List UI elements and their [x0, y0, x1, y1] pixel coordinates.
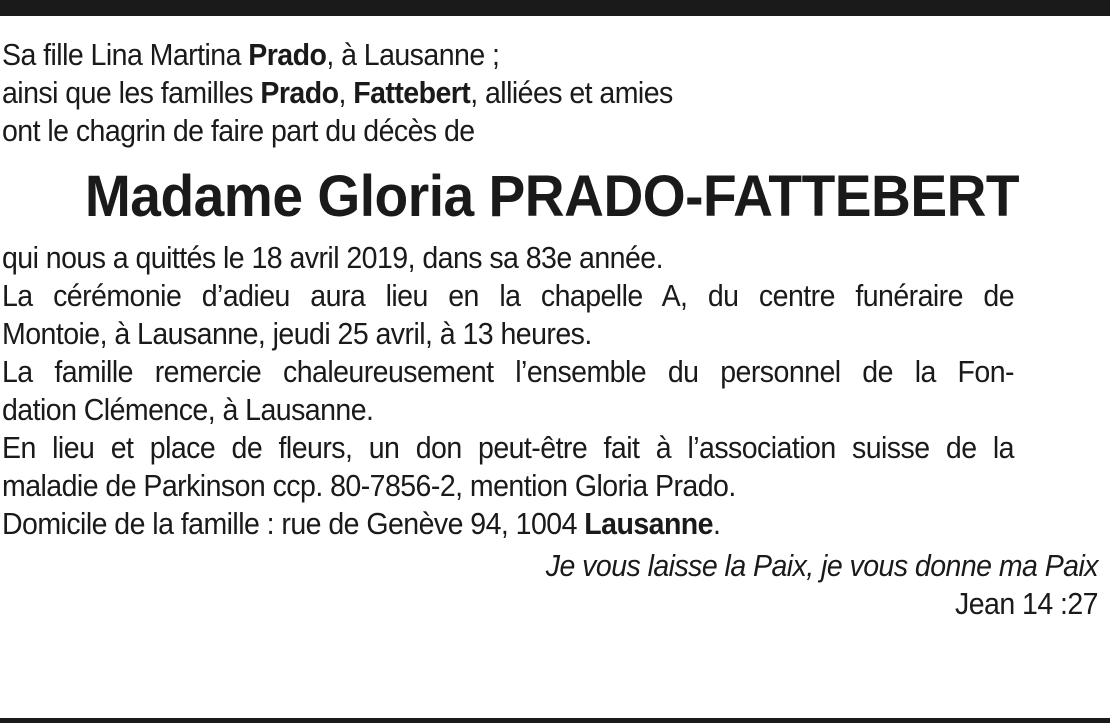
intro-line-families — [2, 74, 1014, 112]
family-name-fattebert: Fattebert — [353, 75, 471, 110]
verse-reference: Jean 14 :27 — [954, 586, 1098, 621]
donation-line: En lieu et place de fleurs, un don peut-être fait à l’association suisse de la — [2, 430, 1014, 465]
closing-verse-block — [2, 547, 1102, 623]
intro-text: ainsi que les familles — [2, 75, 261, 110]
intro-text: , alliées et amies — [470, 75, 673, 110]
intro-text: , à Lausanne ; — [326, 37, 500, 72]
address-city: Lausanne — [584, 506, 714, 541]
address-text: Domicile de la famille : rue de Genève 94, 1004 — [2, 506, 585, 541]
bottom-border-rule — [0, 718, 1110, 723]
deceased-name-heading: Madame Gloria PRADO-FATTEBERT — [84, 164, 1020, 229]
thanks-line: La famille remercie chaleureusement l’ensemble du personnel de la Fon- — [2, 354, 1014, 389]
top-border-rule — [0, 0, 1110, 16]
separator: , — [338, 75, 354, 110]
ceremony-line: La cérémonie d’adieu aura lieu en la chapelle A, du centre funéraire de — [2, 278, 1014, 313]
death-date-line: qui nous a quittés le 18 avril 2019, dans sa 83e année. — [2, 240, 663, 275]
donation-line: maladie de Parkinson ccp. 80-7856-2, mention Gloria Prado. — [2, 468, 736, 503]
family-name-prado: Prado — [260, 75, 339, 110]
family-address-line — [2, 505, 1014, 543]
intro-line-announcement: ont le chagrin de faire part du décès de — [2, 113, 475, 148]
intro-line-daughter — [2, 36, 1014, 74]
family-name-prado: Prado — [248, 37, 327, 72]
ceremony-line: Montoie, à Lausanne, jeudi 25 avril, à 13 heures. — [2, 316, 592, 351]
address-text: . — [713, 506, 721, 541]
thanks-line: dation Clémence, à Lausanne. — [2, 392, 374, 427]
bible-verse: Je vous laisse la Paix, je vous donne ma Paix — [545, 548, 1098, 583]
intro-text: Sa fille Lina Martina — [2, 37, 249, 72]
death-notice — [2, 36, 1102, 623]
